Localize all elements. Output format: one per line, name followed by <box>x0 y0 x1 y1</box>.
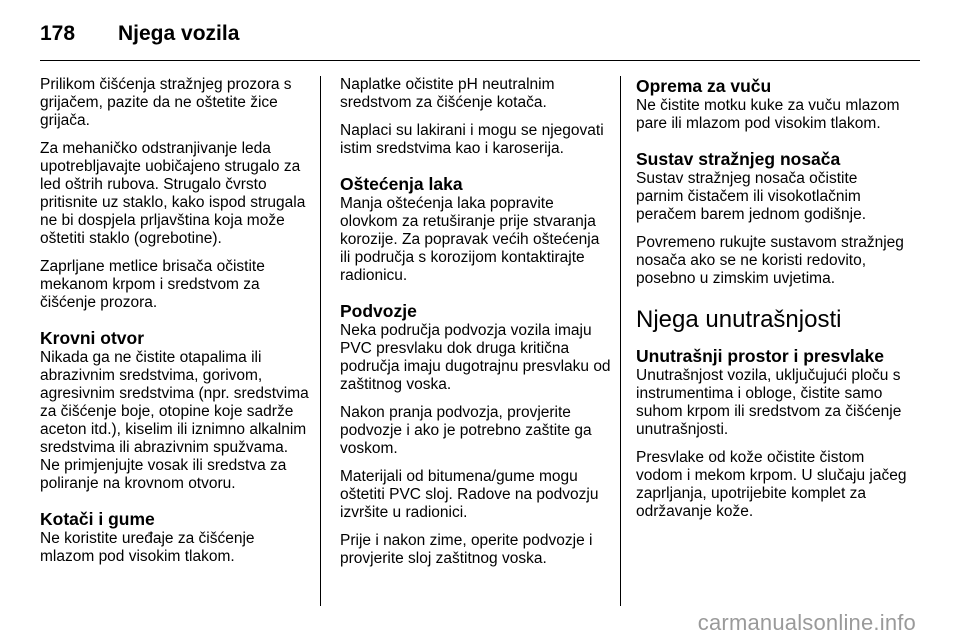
paragraph: Ne čistite motku kuke za vuču mlazom pare ili mlazom pod visokim tlakom. <box>636 97 900 132</box>
paragraph: Nikada ga ne čistite otapalima ili abrazivnim sredstvima, gorivom, agresivnim sredstvima (npr. sredstvima za čišćenje boje, otopine koje sadrže aceton itd.), kiselim ili iznimno alkalnim sredstvima ili abrazivnim spužvama. Ne primjenjujte vosak ili sredstva za poliranje na krovnom otvoru. <box>40 349 309 492</box>
paragraph: Ne koristite uređaje za čišćenje mlazom pod visokim tlakom. <box>40 530 255 565</box>
column-divider <box>320 76 321 606</box>
paragraph: Manja oštećenja laka popravite olovkom za retuširanje prije stvaranja korozije. Za popravak većih oštećenja ili područja s korozijom kontaktirajte radionicu. <box>340 195 600 284</box>
paragraph: Naplaci su lakirani i mogu se njegovati istim sredstvima kao i karoserija. <box>340 122 604 157</box>
chapter-heading-njega-unutrasnjosti: Njega unutrašnjosti <box>636 306 842 333</box>
paragraph: Sustav stražnjeg nosača očistite parnim čistačem ili visokotlačnim peračem barem jednom godišnje. <box>636 170 867 223</box>
section-heading-krovni-otvor: Krovni otvor <box>40 328 145 348</box>
page-number: 178 <box>40 22 76 45</box>
page-title: Njega vozila <box>118 22 240 45</box>
section-heading-podvozje: Podvozje <box>340 301 417 321</box>
paragraph: Neka područja podvozja vozila imaju PVC presvlaku dok druga kritična područja imaju dugotrajnu presvlaku od zaštitnog voska. <box>340 322 611 393</box>
paragraph: Naplatke očistite pH neutralnim sredstvom za čišćenje kotača. <box>340 76 555 111</box>
header-rule <box>40 60 920 61</box>
watermark: carmanualsonline.info <box>697 610 916 635</box>
section-heading-ostecenja-laka: Oštećenja laka <box>340 174 463 194</box>
paragraph: Presvlake od kože očistite čistom vodom i mekom krpom. U slučaju jačeg zaprljanja, upotrijebite komplet za održavanje kože. <box>636 449 907 520</box>
paragraph: Unutrašnjost vozila, uključujući ploču s instrumentima i obloge, čistite samo suhom krpom ili sredstvom za čišćenje unutrašnjosti. <box>636 367 902 438</box>
section-heading-sustav-straznjeg-nosaca: Sustav stražnjeg nosača <box>636 149 841 169</box>
section-heading-oprema-za-vucu: Oprema za vuču <box>636 76 772 96</box>
page-header <box>40 14 239 54</box>
column-1 <box>40 76 312 576</box>
section-heading-kotaci-i-gume: Kotači i gume <box>40 509 155 529</box>
paragraph: Zaprljane metlice brisača očistite mekanom krpom i sredstvom za čišćenje prozora. <box>40 258 265 311</box>
paragraph: Za mehaničko odstranjivanje leda upotrebljavajte uobičajeno strugalo za led oštrih rubova. Strugalo čvrsto pritisnite uz staklo, kako ispod strugala ne bi dospjela prljavština koja može oštetiti staklo (ogrebotine). <box>40 140 306 247</box>
paragraph: Prije i nakon zime, operite podvozje i provjerite sloj zaštitnog voska. <box>340 532 593 567</box>
column-3 <box>636 76 908 531</box>
column-divider <box>620 76 621 606</box>
paragraph: Povremeno rukujte sustavom stražnjeg nosača ako se ne koristi redovito, posebno u zimskim uvjetima. <box>636 234 904 287</box>
column-2 <box>340 76 612 578</box>
paragraph: Materijali od bitumena/gume mogu oštetiti PVC sloj. Radove na podvozju izvršite u radionici. <box>340 468 599 521</box>
paragraph: Prilikom čišćenja stražnjeg prozora s grijačem, pazite da ne oštetite žice grijača. <box>40 76 292 129</box>
paragraph: Nakon pranja podvozja, provjerite podvozje i ako je potrebno zaštite ga voskom. <box>340 404 592 457</box>
section-heading-unutrasnji-prostor: Unutrašnji prostor i presvlake <box>636 346 884 366</box>
